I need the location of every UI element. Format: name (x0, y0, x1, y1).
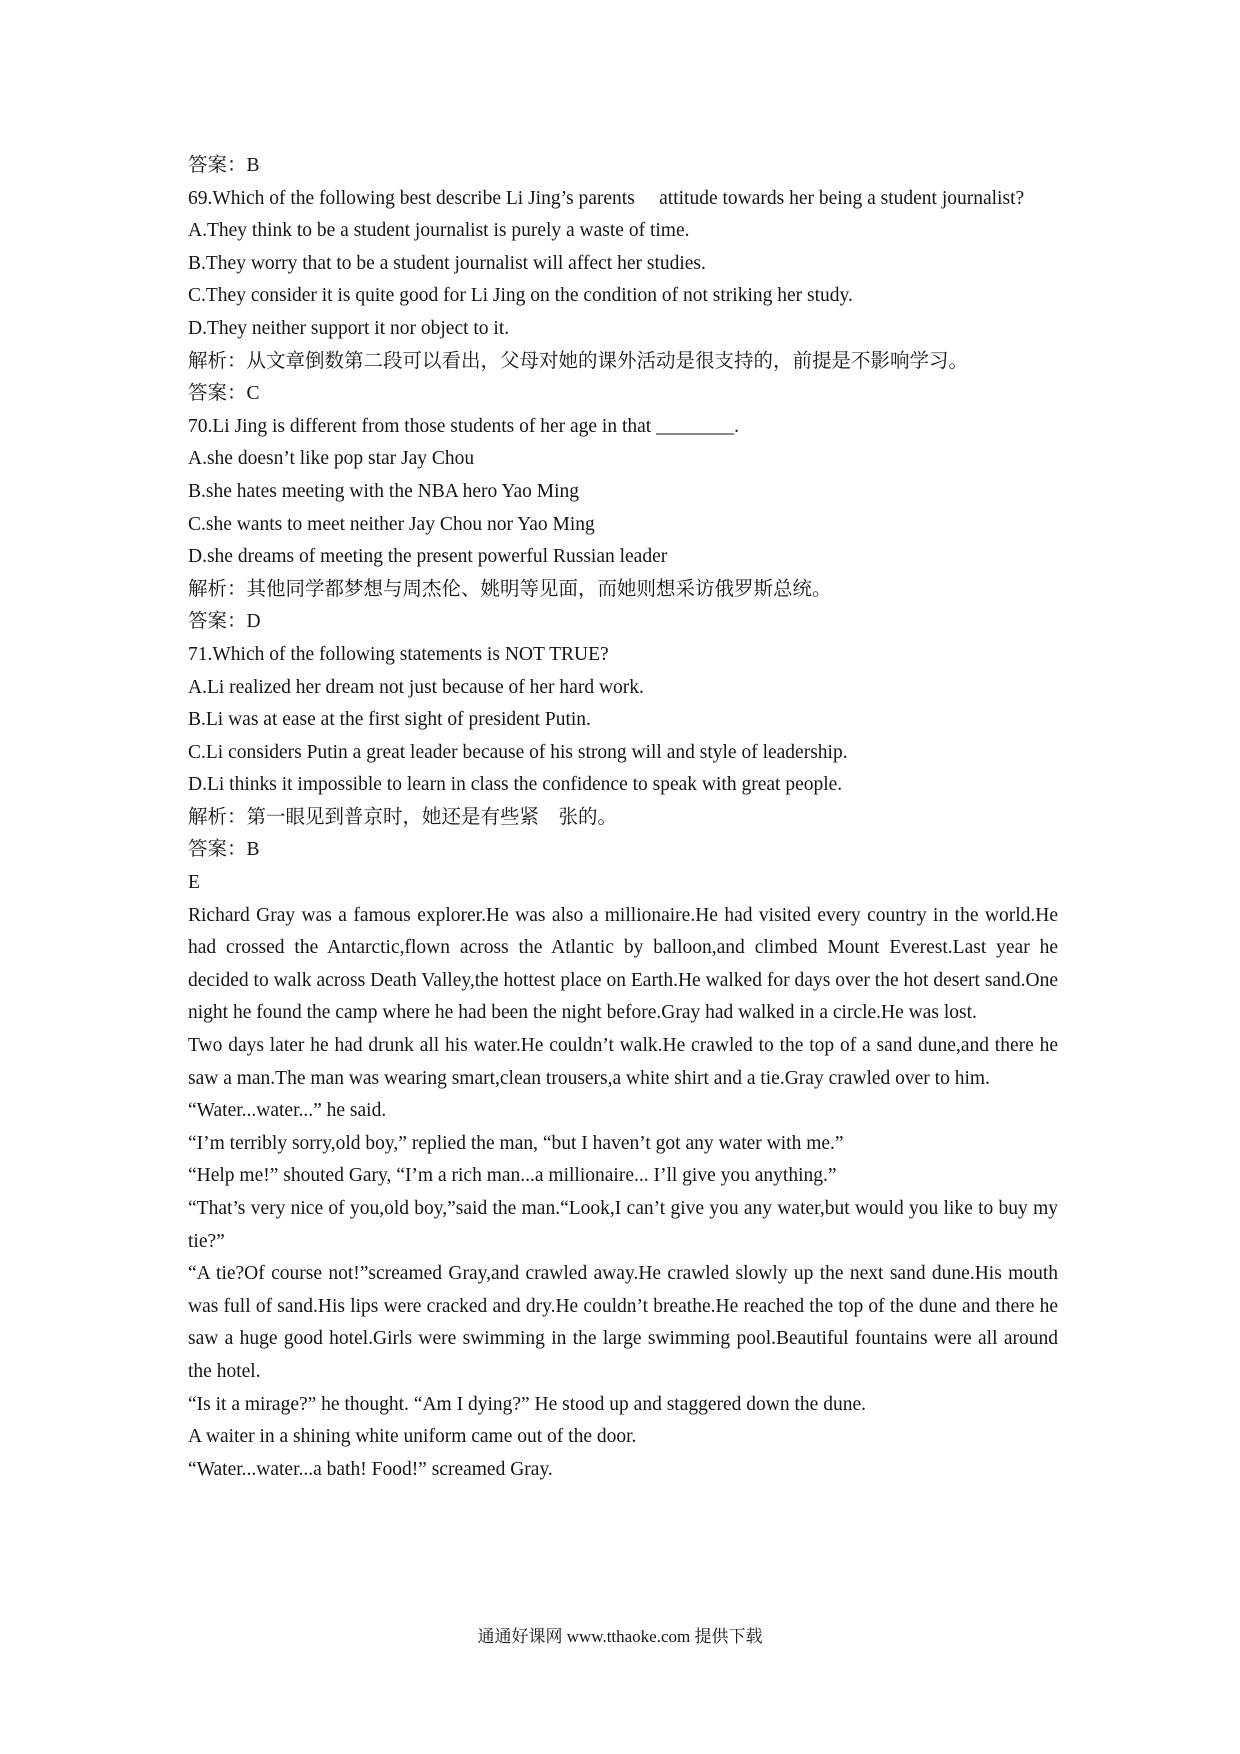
text-line: D.They neither support it nor object to it. (188, 317, 510, 339)
text-line: “I’m terribly sorry,old boy,” replied the man, “but I haven’t got any water with me.” (188, 1132, 844, 1154)
text-line: 解析：从文章倒数第二段可以看出，父母对她的课外活动是很支持的，前提是不影响学习。 (188, 350, 969, 372)
text-line: A.Li realized her dream not just because of her hard work. (188, 676, 644, 698)
text-line: E (188, 872, 200, 894)
text-paragraph: “That’s very nice of you,old boy,”said the man.“Look,I can’t give you any water,but would you like to buy my tie?” (188, 1198, 1058, 1252)
text-line: A waiter in a shining white uniform came out of the door. (188, 1426, 637, 1448)
text-line: 答案：C (188, 383, 260, 405)
text-line: “Water...water...a bath! Food!” screamed Gray. (188, 1458, 553, 1480)
text-line: 解析：其他同学都梦想与周杰伦、姚明等见面，而她则想采访俄罗斯总统。 (188, 578, 832, 600)
text-line: 解析：第一眼见到普京时，她还是有些紧 张的。 (188, 806, 618, 828)
text-line: D.Li thinks it impossible to learn in class the confidence to speak with great people. (188, 774, 843, 796)
text-line: C.They consider it is quite good for Li Jing on the condition of not striking her study. (188, 285, 853, 307)
text-paragraph: Two days later he had drunk all his water.He couldn’t walk.He crawled to the top of a sand dune,and there he saw a man.The man was wearing smart,clean trousers,a white shirt and a tie.Gray crawled over to him. (188, 1035, 1058, 1089)
text-paragraph: Richard Gray was a famous explorer.He was also a millionaire.He had visited every country in the world.He had crossed the Antarctic,flown across the Atlantic by balloon,and climbed Mount Everest.Last year he decided to walk across Death Valley,the hottest place on Earth.He walked for days over the hot desert sand.One night he found the camp where he had been the night before.Gray had walked in a circle.He was lost. (188, 904, 1058, 1024)
text-line: “Is it a mirage?” he thought. “Am I dying?” He stood up and staggered down the dune. (188, 1393, 866, 1415)
text-line: A.They think to be a student journalist is purely a waste of time. (188, 220, 690, 242)
text-line: B.Li was at ease at the first sight of president Putin. (188, 709, 591, 731)
text-line: A.she doesn’t like pop star Jay Chou (188, 448, 475, 470)
text-line: C.she wants to meet neither Jay Chou nor Yao Ming (188, 513, 595, 535)
text-line: “Water...water...” he said. (188, 1100, 387, 1122)
text-line: B.she hates meeting with the NBA hero Yao Ming (188, 480, 580, 502)
text-line: 答案：B (188, 839, 260, 861)
text-line: 70.Li Jing is different from those students of her age in that ________. (188, 415, 739, 437)
text-line: 答案：B (188, 155, 260, 176)
page-footer: 通通好课网 www.tthaoke.com 提供下载 (477, 1627, 763, 1646)
text-line: C.Li considers Putin a great leader because of his strong will and style of leadership. (188, 741, 848, 763)
text-line: 71.Which of the following statements is NOT TRUE? (188, 643, 609, 665)
text-line: D.she dreams of meeting the present powerful Russian leader (188, 546, 668, 568)
text-line: B.They worry that to be a student journalist will affect her studies. (188, 252, 706, 274)
text-line: 答案：D (188, 611, 261, 633)
text-paragraph: 69.Which of the following best describe Li Jing’s parents attitude towards her being a student journalist? (188, 187, 1025, 209)
text-paragraph: “A tie?Of course not!”screamed Gray,and crawled away.He crawled slowly up the next sand dune.His mouth was full of sand.His lips were cracked and dry.He couldn’t breathe.He reached the top of the dune and there he saw a huge good hotel.Girls were swimming in the large swimming pool.Beautiful fountains were all around the hotel. (188, 1263, 1058, 1382)
text-line: “Help me!” shouted Gary, “I’m a rich man...a millionaire... I’ll give you anything.” (188, 1165, 837, 1187)
document-body (188, 150, 1058, 1486)
